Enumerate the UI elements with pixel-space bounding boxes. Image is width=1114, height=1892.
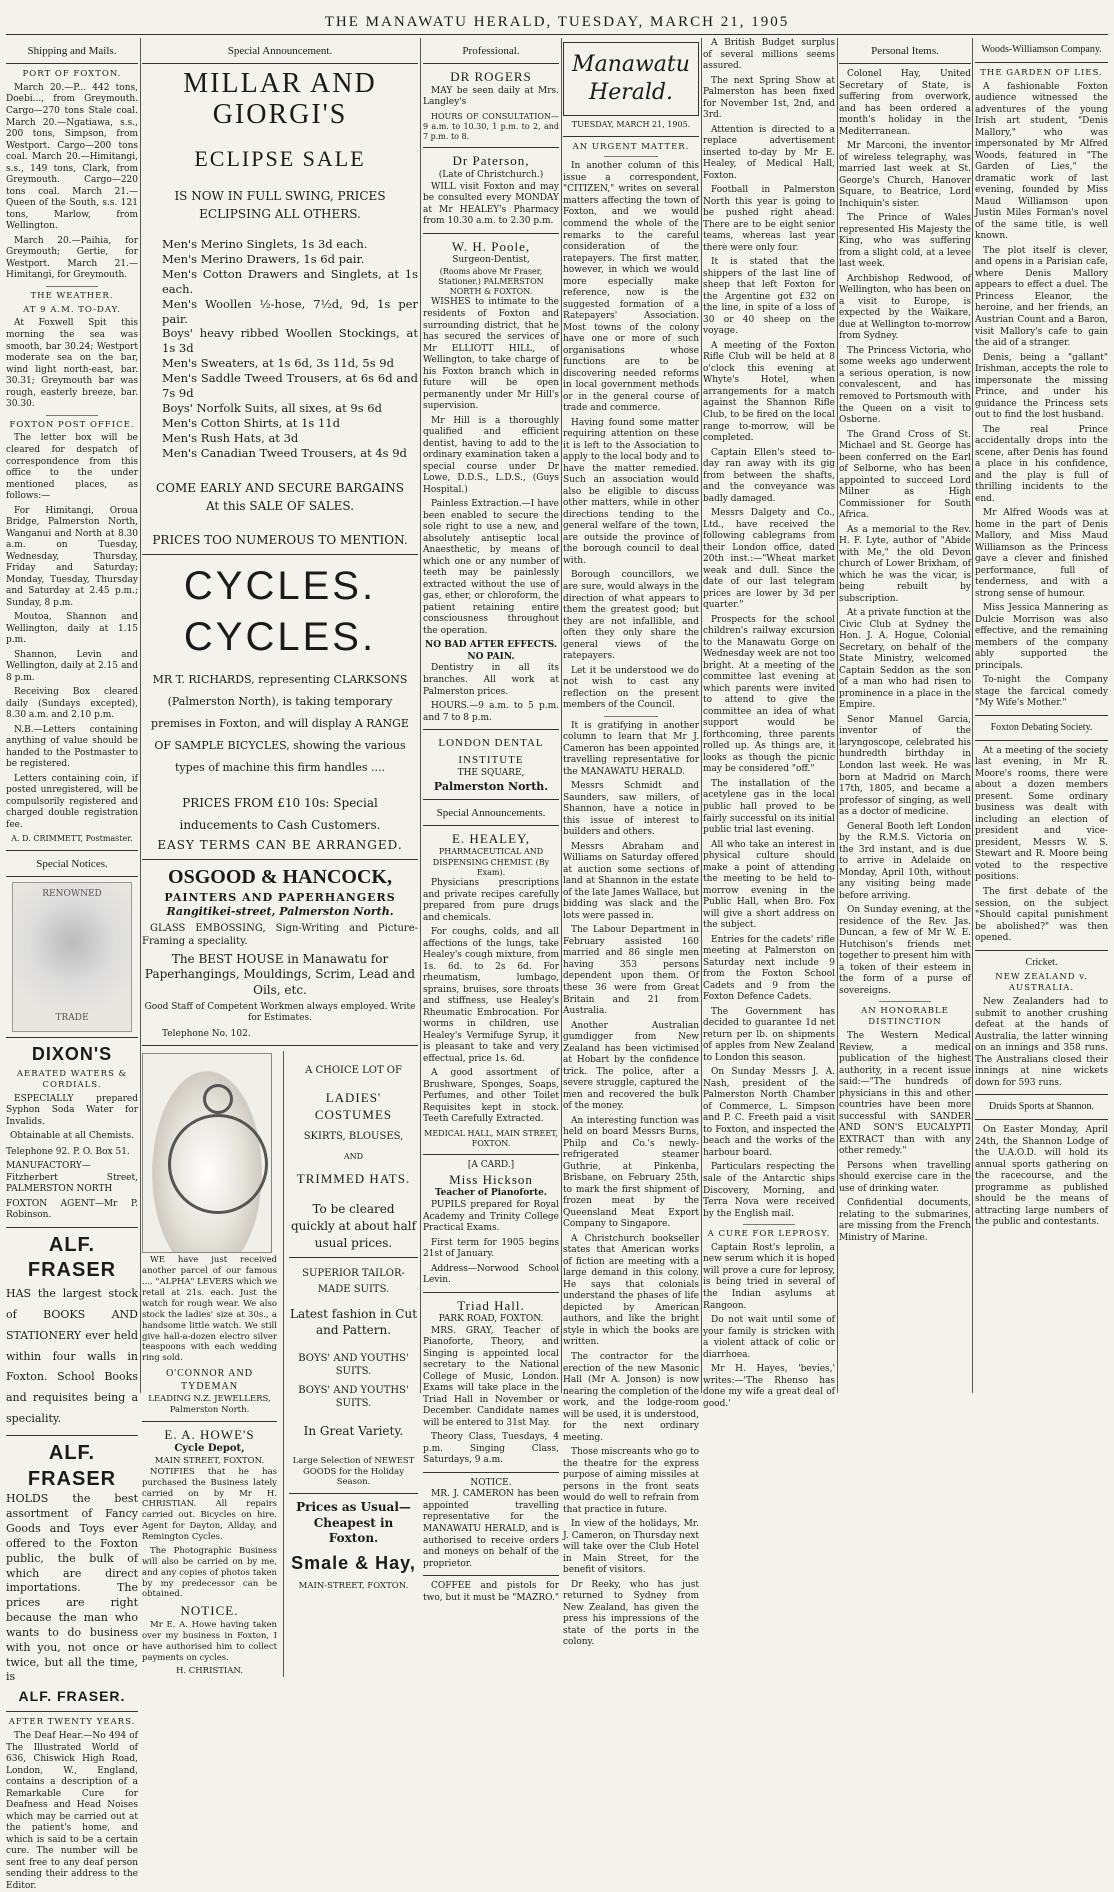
paragraph: A meeting of the Foxton Rifle Club will be held at 8 o'clock this evening at Whyte's Hotel, when arrangements for a match against the Shannon Rifle Club, to be fired on the local range to-morrow, will be completed.: [703, 340, 835, 444]
subheading: AFTER TWENTY YEARS.: [8, 1717, 136, 1728]
advert-subheading: PHARMACEUTICAL AND DISPENSING CHEMIST. (By Exam).: [432, 847, 550, 877]
divider: [423, 233, 559, 234]
paragraph: New Zealanders had to submit to another crushing defeat at the hands of Australia, the latter winning on an innings and 358 runs. The Australians closed their innings at nine wickets down for 593 runs.: [975, 997, 1108, 1088]
advert-headline: TRIMMED HATS.: [296, 1170, 411, 1186]
paragraph: Miss Jessica Mannering as Dulcie Morrison was also effective, and the remaining members of the company ably supported the principals.: [975, 603, 1108, 671]
paragraph: The letter box will be cleared for despatch of correspondence from this office to the under mentioned places, as follows:—: [6, 433, 138, 502]
divider: [975, 740, 1108, 741]
divider: [423, 825, 559, 826]
advert-text: EASY TERMS CAN BE ARRANGED.: [157, 838, 403, 853]
advert-line: FOXTON AGENT—Mr P. Robinson.: [6, 1198, 138, 1221]
divider: [6, 850, 138, 851]
divider: [423, 799, 559, 800]
divider: [142, 63, 418, 64]
advert-text: HOLDS the best assortment of Fancy Goods and Toys ever offered to the Foxton public, the bulk of which are direct importations. The prices are right because the man who wants to do business with you, not once or twice, but all the time, is: [6, 1492, 138, 1684]
advert-watch: [142, 1051, 277, 1677]
paragraph: N.B.—Letters containing anything of value should be handed to the Postmaster to be registered.: [6, 724, 138, 770]
paragraph: A fashionable Foxton audience witnessed the adventures of the young Irish art student, "Denis Mallory," who was impersonated by Mr Alfred Woods, featured in "The Garden of Lies," the dramatic work of last evening, founded by Miss Maud Williamson upon Justin Miles Forman's novel of the same title, is well known.: [975, 81, 1108, 242]
divider: [839, 63, 971, 64]
advert-text: NOTIFIES that he has purchased the Business lately carried on by Mr H. CHRISTIAN. All repairs carried out. Bicycles on hire. Agent for Dayton, Allday, and Remington Cycles.: [142, 1466, 277, 1543]
advert-name: ALF. FRASER: [27, 1233, 117, 1282]
advert-text: Theory Class, Tuesdays, 4 p.m. Singing Class, Saturdays, 9 a.m.: [423, 1432, 559, 1466]
paragraph: Senor Manuel Garcia, inventor of the laryngoscope, celebrated his hundredth birthday in London last week. He was born at Madrid on March 17th, 1805, and became a professor of singing, as well as a doctor of medicine.: [839, 714, 971, 818]
paragraph: Confidential documents, relating to the submarines, are missing from the French Ministry of Marine.: [839, 1198, 971, 1243]
divider: [423, 1154, 559, 1155]
paragraph: A Christchurch bookseller states that American works of fiction are meeting with a large demand in this colony. He says that colonials understand the phases of life depicted by American authors, and like the bright style in which the books are written.: [563, 1233, 699, 1348]
paragraph: Letters containing coin, if posted unregistered, will be compulsorily registered and charged double registration fee.: [6, 773, 138, 830]
advert-text: Telephone No. 102.: [162, 1028, 251, 1039]
signature: H. CHRISTIAN.: [175, 1666, 244, 1677]
paragraph: Those miscreants who go to the theatre for the express purpose of aiming missiles at persons in the front seats would do well to refrain from that practice in future.: [563, 1447, 699, 1515]
advert-text: SKIRTS, BLOUSES,: [303, 1131, 404, 1143]
price-item: Men's Canadian Tweed Trousers, at 4s 9d: [162, 445, 407, 460]
advert-address: MAIN-STREET, FOXTON.: [298, 1581, 409, 1592]
subheading: AERATED WATERS & CORDIALS.: [16, 1068, 128, 1090]
advert-text: IS NOW IN FULL SWING, PRICES ECLIPSING ALL OTHERS.: [174, 188, 386, 221]
divider: [604, 716, 658, 717]
advert-text: LEADING N.Z. JEWELLERS, Palmerston North.: [148, 1393, 271, 1415]
price-item: Men's Rush Hats, at 3d: [162, 431, 299, 446]
paragraph: Having found some matter requiring attention on these it is left to the Association to apply to the local body and to have the matter remedied. Such an association would also be eligible to discuss other matters, while in other directions tending to the general welfare of the town, are outside the province of the borough council to deal with.: [563, 417, 699, 566]
paragraph: Denis, being a "gallant" Irishman, accepts the role to impersonate the missing Prince, and under his guidance the Princess sets out to find the lost husband.: [975, 352, 1108, 421]
advert-text: First term for 1905 begins 21st of January.: [423, 1237, 559, 1260]
advert-name: ALF. FRASER: [27, 1442, 117, 1490]
price-item: Men's Cotton Drawers and Singlets, at 1s each.: [162, 266, 418, 296]
paragraph: A British Budget surplus of several millions seems assured.: [703, 38, 835, 72]
paragraph: The Labour Department in February assisted 160 married and 86 single men having 353 persons dependent upon them. Of these 36 were from Great Britain and 21 from Australia.: [563, 925, 699, 1017]
advert-text: Dentistry in all its branches. All work at Palmerston prices.: [423, 663, 559, 697]
paragraph: In view of the holidays, Mr. J. Cameron, on Thursday next will take over the Club Hotel in Main Street, for the benefit of visitors.: [563, 1519, 699, 1576]
paragraph: To-night the Company stage the farcical comedy "My Wife's Mother.": [975, 675, 1108, 709]
paragraph: Captain Rost's leprolin, a new serum which it is hoped will prove a cure for leprosy, is being tried in several of the Indian asylums at Rangoon.: [703, 1242, 835, 1311]
column-divider: [837, 38, 838, 1393]
advert-text: Address—Norwood School Levin.: [423, 1263, 559, 1286]
advert-text: BOYS' AND YOUTHS' SUITS.: [298, 1384, 409, 1409]
divider: [743, 1224, 796, 1225]
advert-text: HOURS.—9 a.m. to 5 p.m. and 7 to 8 p.m.: [423, 701, 559, 723]
advert-row: [142, 1051, 418, 1677]
advert-name: Triad Hall.: [457, 1297, 525, 1313]
divider: [975, 62, 1108, 63]
price-item: Men's Saddle Tweed Trousers, at 6s 6d and 7s 9d: [162, 371, 418, 401]
advert-text: [A CARD.]: [467, 1160, 515, 1171]
advert-name: Smale & Hay,: [291, 1553, 416, 1574]
column-divider: [561, 38, 562, 1393]
paragraph: Shannon, Levin and Wellington, daily at 2.15 and 8 p.m.: [6, 649, 138, 683]
advert-headline: ECLIPSE SALE: [194, 145, 366, 171]
paragraph: The first debate of the session, on the subject "Should capital punishment be abolished?" was then opened.: [975, 886, 1108, 944]
paragraph: Messrs Dalgety and Co., Ltd., have received the following cablegrams from their London office, dated 20th inst.:—"Wheat market weak and dull. Since the date of our last telegram prices are lower by 3d per quarter.": [703, 508, 835, 611]
advert-headline: LADIES' COSTUMES: [314, 1090, 393, 1122]
subheading: AT 9 A.M. TO-DAY.: [23, 304, 121, 315]
advert-text: Good Staff of Competent Workmen always employed. Write for Estimates.: [144, 1001, 416, 1024]
stamp-text: TRADE: [55, 1013, 89, 1024]
paragraph: Mr Alfred Woods was at home in the part of Denis Mallory, and Miss Maud Williamson as the Princess gave a clever and finished performance, full of tenderness, and with a strong sense of humour.: [975, 508, 1108, 599]
paragraph: The plot itself is clever, and opens in a Parisian cafe, where Denis Mallory appears to effect a duel. The Princess Eleanor, the heroine, and her friends, an Austrian Count and a Baron, visit Mallory's cafe to gain the aid of a stranger.: [975, 245, 1108, 349]
advert-text: BOYS' AND YOUTHS' SUITS.: [298, 1353, 409, 1377]
watch-bow: [203, 1084, 233, 1114]
newspaper-flag: Manawatu Herald.: [563, 42, 699, 116]
watch-face: [168, 1114, 268, 1214]
signature: A. D. CRIMMETT, Postmaster.: [11, 834, 133, 844]
divider: [423, 1472, 559, 1473]
advert-text: At this SALE OF SALES.: [205, 498, 355, 513]
section-title: Special Announcements.: [436, 806, 546, 819]
advert-text: Painless Extraction.—I have been enabled to secure the sole right to use a new, and absolutely antiseptic local Anaesthetic, by means of which one or any number of teeth may be painlessly extracted without the use of gas, ether, or chloroform, the patient retaining entire consciousness throughout the operation.: [423, 499, 559, 636]
advert-text: Cheapest in Foxton.: [313, 1515, 394, 1545]
paragraph: Dr Reeky, who has just returned to Sydney from New Zealand, has given the press his impressions of the state of the ports in the colony.: [563, 1579, 699, 1648]
advert-name: W. H. Poole,: [451, 238, 531, 254]
advert-text: SUPERIOR TAILOR-MADE SUITS.: [302, 1267, 405, 1295]
advert-text: A good assortment of Brushware, Sponges, Soaps, Perfumes, and other Toilet Requisites kept in stock. Teeth Carefully Extracted.: [423, 1068, 559, 1125]
paragraph: Mr H. Hayes, 'bevies,' writes:—'The Rhenso has done my wife a great deal of good.': [703, 1364, 835, 1409]
header-rule: [6, 34, 1108, 35]
divider: [46, 415, 99, 416]
article-title: A CURE FOR LEPROSY.: [707, 1229, 831, 1240]
notice-title: NOTICE.: [470, 1477, 512, 1488]
paragraph: At Foxwell Spit this morning the sea was smooth, bar 30.24; Westport moderate sea on the bar, wind light north-east, bar. 30.31; Greymouth bar was rough, easterly breeze, bar. 30.30.: [6, 318, 138, 410]
advert-name: E. HEALEY,: [451, 830, 530, 846]
advert-text: Prices as Usual—: [296, 1500, 411, 1515]
divider: [423, 63, 559, 64]
section-title: Druids Sports at Shannon.: [989, 1101, 1094, 1113]
advert-address: (Rooms above Mr Fraser, Stationer.) PALMERSTON NORTH & FOXTON.: [438, 266, 544, 297]
divider: [604, 156, 658, 157]
divider: [6, 1711, 138, 1712]
price-item: Men's Merino Drawers, 1s 6d pair.: [162, 251, 365, 266]
pocket-watch-image: [142, 1053, 272, 1253]
advert-text: PRICES FROM £10 10s: Special inducements to Cash Customers.: [179, 796, 381, 832]
price-list: [142, 237, 418, 461]
paragraph: It is gratifying in another column to learn that Mr J. Cameron has been appointed travelling representative for the MANAWATU HERALD.: [563, 720, 699, 777]
divider: [423, 729, 559, 730]
paragraph: On Sunday evening, at the residence of the Rev. Jas. Duncan, a few of Mr W. E. Hutchison's friends met together to present him with a token of their esteem in the form of a purse of sovereigns.: [839, 905, 971, 996]
section-title: Professional.: [462, 45, 520, 57]
divider: [975, 715, 1108, 716]
advert-subheading: Cycle Depot,: [174, 1443, 245, 1455]
column-personal: [839, 38, 971, 1393]
trademark-stamp-image: [12, 882, 132, 1032]
advert-costumes: [283, 1051, 418, 1677]
paragraph: Colonel Hay, United Secretary of State, is suffering from overwork, and has been ordered a month's holiday in the Mediterranean.: [839, 69, 971, 137]
paragraph: Football in Palmerston North this year is going to be pushed right ahead. There are to be eight senior teams, whereas last year there were only four.: [703, 185, 835, 253]
paragraph: The installation of the acetylene gas in the local public hall proved to be fairly successful on its initial public trial last evening.: [703, 778, 835, 836]
paragraph: Let it be understood we do not wish to cast any reflection on the present members of the Council.: [563, 665, 699, 711]
advert-text: Physicians prescriptions and private recipes carefully prepared from pure drugs and chemicals.: [423, 878, 559, 923]
advert-text: For coughs, colds, and all affections of the lungs, take Healey's cough mixture, from 1s. 6d. to 2s 6d. For rheumatism, lumbago, sprains, bruises, sore throats and stiffness, use Healey's Rheumatic Embrocation. For worms in children, use Healey's Vermifuge Syrup, it is pleasant to take and very effectual, price 1s. 6d.: [423, 927, 559, 1064]
column-shipping: [6, 38, 138, 1891]
paragraph: Particulars respecting the sale of the Antarctic ships Discovery, Morning, and Terra Nova were received by the English mail.: [703, 1162, 835, 1219]
paragraph: On Sunday Messrs J. A. Nash, president of the Palmerston North Chamber of Commerce, L. Simpson and P. C. Freeth paid a visit to Foxton, and inspected the beach and the works of the harbour board.: [703, 1067, 835, 1158]
advert-text: AND: [343, 1152, 364, 1162]
advert-name: LONDON DENTAL INSTITUTE: [438, 737, 544, 766]
advert-text: Mr Hill is a thoroughly qualified and efficient dentist, having to add to the ordinary examination taken a special course under Dr Lowe, D.D.S., L.D.S., (Guys Hospital.): [423, 415, 559, 495]
advert-line: Obtainable at all Chemists.: [10, 1131, 134, 1142]
paragraph: Messrs Schmidt and Saunders, saw millers, of Shannon, have a notice in this issue of interest to builders and others.: [563, 781, 699, 838]
column-professional: [423, 38, 559, 1603]
paragraph: It is stated that the shippers of the last line of sheep that left Foxton for the Argentine got £32 on the line, in spite of a loss of 30 or 40 sheep on the voyage.: [703, 257, 835, 337]
advert-text: HOURS OF CONSULTATION—9 a.m. to 10.30, 1 p.m. to 2, and 7 p.m. to 8.: [423, 111, 559, 142]
paragraph: The Grand Cross of St. Michael and St. George has been conferred on the Earl of Selborne, who has been appointed to succeed Lord Milner as High Commissioner for South Africa.: [839, 429, 971, 521]
price-item: Men's Cotton Shirts, at 1s 11d: [162, 416, 340, 431]
divider: [975, 1094, 1108, 1095]
advert-subheading: Teacher of Pianoforte.: [434, 1188, 548, 1199]
divider: [142, 1045, 418, 1046]
divider: [6, 1037, 138, 1038]
advert-subheading: (Late of Christchurch.): [438, 170, 544, 181]
divider: [423, 1292, 559, 1293]
paragraph: An interesting function was held on board Messrs Burns, Philp and Co.'s newly-refrigerated steamer Guthrie, at Pinkenba, Brisbane, on February 25th, to mark the first shipment of frozen meat by the Queensland Meat Export Company to Singapore.: [563, 1115, 699, 1230]
section-title: Special Notices.: [36, 857, 108, 870]
advert-name: Dr Paterson,: [452, 153, 530, 169]
paragraph: On Easter Monday, April 24th, the Shannon Lodge of the U.A.O.D. will hold its annual sports gathering on the racecourse, and the programme as published should be the means of attracting large numbers of the public and contestants.: [975, 1125, 1108, 1228]
section-title: Woods-Williamson Company.: [981, 44, 1102, 55]
paragraph: The Government has decided to guarantee 1d net return per lb. on shipments of apples from New Zealand to London this season.: [703, 1006, 835, 1063]
advert-name: Miss Hickson: [449, 1171, 533, 1187]
advert-text: MRS. GRAY, Teacher of Pianoforte, Theory, and Singing is appointed local secretary to the National College of Music, London. Exams will take place in the Triad Hall in November or December. Candidate names will be entered to 31st May.: [423, 1325, 559, 1428]
column-editorial: [563, 38, 699, 1648]
subheading: PORT OF FOXTON.: [22, 69, 122, 80]
paragraph: ESPECIALLY prepared Syphon Soda Water for Invalids.: [6, 1093, 138, 1127]
advert-text: In Great Variety.: [303, 1424, 404, 1439]
paragraph: Messrs Abraham and Williams on Saturday offered at auction some sections of land at Shannon in the estate of the late James Wallace, but bidding was slack and the lots were passed in.: [563, 841, 699, 921]
paragraph: March 20.—Paihia, for Greymouth; Gertie, for Westport. March 21.—Himitangi, for Greymouth.: [6, 235, 138, 281]
paragraph: In another column of this issue a correspondent, "CITIZEN," writes on several matters affecting the town of Foxton, and we would commend the whole of the remarks to the careful consideration of the ratepayers. The first matter, however, in which we would more especially make reference, now is the suggested formation of a Ratepayers' Association. Most towns of the colony have one or more of such organisations whose functions are to be discovering needed reforms in local government methods or in the general course of trade and commerce.: [563, 161, 699, 414]
article-title: THE GARDEN OF LIES.: [980, 67, 1103, 78]
column-divider: [140, 38, 141, 1393]
price-item: Men's Merino Singlets, 1s 3d each.: [162, 236, 368, 251]
section-title: Cricket.: [1025, 956, 1058, 968]
advert-text: The Photographic Business will also be carried on by me, and any copies of photos taken by my predecessor can be obtained.: [142, 1545, 277, 1600]
advert-address: THE SQUARE,: [457, 768, 525, 779]
advert-text: WE have just received another parcel of our famous .... "ALPHA" LEVERS which we retail at 21s. each. Just the watch for rough wear. We also stock the ladies' size at 30s., a handsome little watch. We still give hall-a-dozen electro silver teaspoons with each wedding ring sold.: [142, 1255, 277, 1364]
paragraph: All who take an interest in physical culture should make a point of attending the meeting to be held to-morrow evening in the Public Hall, when Bro. Fox will give a short address on the subject.: [703, 839, 835, 931]
advert-text: MR. J. CAMERON has been appointed travelling representative for the MANAWATU HERALD, and is authorised to receive orders and moneys on behalf of the proprietor.: [423, 1489, 559, 1569]
advert-text: MAY be seen daily at Mrs. Langley's: [423, 85, 559, 108]
price-item: Boys' Norfolk Suits, all sixes, at 9s 6d: [162, 401, 382, 416]
advert-text: To be cleared quickly at about half usual prices.: [290, 1202, 417, 1250]
divider: [975, 950, 1108, 951]
price-item: Boys' heavy ribbed Woollen Stockings, at 1s 3d: [162, 326, 418, 356]
paragraph: Mr Marconi, the inventor of wireless telegraphy, was married last week at St. George's Church, Hanover Square, to Beatrice, Lord Inchiquin's sister.: [839, 141, 971, 209]
advert-name: DIXON'S: [31, 1043, 113, 1064]
paragraph: March 20.—P... 442 tons, Doebi..., from Greymouth. Cargo—270 tons Stale coal. March 20.—Ngatiawa, s.s., 200 tons, Simpson, from Westport. Cargo—200 tons coal. March 20.—Himitangi, s.s., 149 tons, Clark, from Greymouth. Cargo—220 tons coal. March 21.—Queen of the South, s.s. 121 tons, Marlow, from Wellington.: [6, 82, 138, 232]
paragraph: Receiving Box cleared daily (Sundays excepted), 8.30 a.m. and 2.10 p.m.: [6, 687, 138, 721]
paragraph: The Princess Victoria, who some weeks ago underwent a serious operation, is now convalescent, and has removed to Portsmouth with the Queen on a visit to Osborne.: [839, 345, 971, 426]
advert-line: Telephone 92. P. O. Box 51.: [6, 1146, 130, 1157]
advert-text: PRICES TOO NUMEROUS TO MENTION.: [152, 532, 408, 547]
paragraph: As a memorial to the Rev. H. F. Lyte, author of "Abide with Me," the old Devon church of Lower Brixham, of which he was the vicar, is being rebuilt by subscription.: [839, 524, 971, 604]
divider: [289, 1493, 418, 1494]
price-item: Men's Woollen ½-hose, 7½d, 9d, 1s per pair.: [162, 296, 418, 326]
advert-name: O'CONNOR AND TYDEMAN: [166, 1368, 253, 1392]
advert-text: WISHES to intimate to the residents of Foxton and surrounding district, that he has secured the services of Mr ELLIOTT HILL, of Wellington, to take charge of his Foxton branch which in future will be open permanently under Mr Hill's supervision.: [423, 297, 559, 412]
subheading: THE WEATHER.: [30, 290, 114, 301]
paragraph: General Booth left London by the R.M.S. Victoria on the 3rd instant, and is due to arrive in Adelaide on Monday, April 10th, without any visiting being made before arriving.: [839, 821, 971, 901]
divider: [6, 1227, 138, 1228]
divider: [142, 554, 418, 555]
advert-text: COFFEE and pistols for two, but it must be "MAZRO.": [423, 1581, 559, 1603]
advert-text: COME EARLY AND SECURE BARGAINS: [156, 480, 404, 495]
advert-text: PUPILS prepared for Royal Academy and Trinity College Practical Exams.: [423, 1200, 559, 1234]
paragraph: For Himitangi, Oroua Bridge, Palmerston North, Wanganui and North at 8.30 a.m. on Tuesday, Wednesday, Thursday, Friday and Saturday; Monday, Tuesday, Thursday and Saturday at 2.45 p.m.; Sunday, 8 p.m.: [6, 505, 138, 608]
paragraph: Do not wait until some of your family is stricken with a violent attack of colic or diarrhoea.: [703, 1315, 835, 1360]
paragraph: The real Prince accidentally drops into the scene, after Denis has found a place in his confidence, and the play is full of thrilling incidents to the end.: [975, 424, 1108, 504]
paragraph: The Western Medical Review, a medical publication of the highest authority, in a recent issue said:—"The hundreds of physicians in this and other countries have been more successful with SANDER AND SON'S EUCALYPTI EXTRACT than with any other remedy.": [839, 1031, 971, 1157]
advert-text: Latest fashion in Cut and Pattern.: [289, 1306, 418, 1338]
column-divider: [420, 38, 421, 1393]
paragraph: The next Spring Show at Palmerston has been fixed for November 1st, 2nd, and 3rd.: [703, 75, 835, 121]
section-title: Special Announcement.: [227, 45, 333, 57]
section-title: Foxton Debating Society.: [990, 722, 1093, 733]
advert-address: Palmerston North.: [433, 779, 549, 793]
paragraph: The contractor for the erection of the new Masonic Hall (Mr A. Jonson) is now nearing the completion of the work, and the lodge-room will be used, it is understood, for the next ordinary meeting.: [563, 1351, 699, 1443]
advert-address: PARK ROAD, FOXTON.: [438, 1314, 544, 1325]
section-title: Shipping and Mails.: [27, 45, 117, 57]
paragraph: Captain Ellen's steed to-day ran away with its gig from between the shafts, and the conveyance was badly damaged.: [703, 447, 835, 504]
paragraph: Persons when travelling should exercise care in the use of drinking water.: [839, 1160, 971, 1194]
paragraph: Borough councillors, we are sure, would always in the direction of what appears to them the greatest good; but they are not infallible, and often they only share the general views of the ratepayers.: [563, 570, 699, 662]
advert-text: WILL visit Foxton and may be consulted every MONDAY at Mr HEALEY's Pharmacy from 10.30 a.m. to 2.30 p.m.: [423, 181, 559, 227]
advert-text: HAS the largest stock of BOOKS AND STATIONERY ever held within four walls in Foxton. School Books and requisites being a speciality.: [6, 1286, 138, 1426]
divider: [879, 1001, 932, 1002]
article-title: AN HONORABLE DISTINCTION: [861, 1006, 949, 1028]
price-item: Men's Sweaters, at 1s 6d, 3s 11d, 5s 9d: [162, 356, 394, 371]
advert-text: Large Selection of NEWEST GOODS for the Holiday Season.: [292, 1455, 415, 1488]
advert-address: MEDICAL HALL, MAIN STREET, FOXTON.: [424, 1128, 558, 1149]
advert-signature: ALF. FRASER.: [18, 1688, 126, 1705]
advert-headline: CYCLES. CYCLES.: [183, 563, 377, 660]
issue-date: TUESDAY, MARCH 21, 1905.: [571, 120, 691, 130]
divider: [142, 1421, 277, 1422]
advert-text: MR T. RICHARDS, representing CLARKSONS (Palmerston North), is taking temporary premises in Foxton, and will display A RANGE OF SAMPLE BICYCLES, showing the various types of machine this firm handles ....: [151, 673, 409, 775]
advert-subheading: Surgeon-Dentist,: [452, 255, 530, 266]
paragraph: Prospects for the school children's railway excursion to the Manawatu Gorge on Wednesday week are not too bright. At a meeting of the committee last evening at which parents were invited to attend to give the committee an idea of what support would be forthcoming, three parents rolled up. As things are, it looks as though the picnic may be considered "off.": [703, 614, 835, 775]
paragraph: At a meeting of the society last evening, in Mr R. Moore's rooms, there were about a dozen members present. Some ordinary business was dealt with including an election of president and vice-president, Messrs W. S. Stewart and R. Moore being voted to the respective positions.: [975, 745, 1108, 883]
column-divider: [972, 38, 973, 1393]
paragraph: Archbishop Redwood, of Wellington, who has been on a visit to Europe, is expected by the Waikare, due at Wellington to-morrow from Sydney.: [839, 273, 971, 342]
advert-text: A CHOICE LOT OF: [305, 1065, 402, 1077]
column-advertisements: [142, 38, 418, 1677]
advert-text: The BEST HOUSE in Manawatu for Paperhangings, Mouldings, Scrim, Lead and Oils, etc.: [144, 951, 416, 997]
divider: [6, 1435, 138, 1436]
advert-headline: MILLAR AND GIORGI'S: [183, 68, 377, 130]
advert-name: DR ROGERS: [450, 69, 532, 85]
advert-line: MANUFACTORY—Fitzherbert Street, PALMERSTON NORTH: [6, 1161, 138, 1195]
paragraph: Another Australian gumdigger from New Zealand has been victimised at Hobart by the confidence trick. The police, after a severe struggle, captured the men and recovered the bulk of the money.: [563, 1020, 699, 1112]
paragraph: Entries for the cadets' rifle meeting at Palmerston on Saturday next include 9 from the Foxton School Cadets and 9 from the Foxton Defence Cadets.: [703, 934, 835, 1003]
newspaper-title: THE MANAWATU HERALD, TUESDAY, MARCH 21, 1905: [324, 14, 790, 30]
advert-address: MAIN STREET, FOXTON.: [154, 1455, 265, 1466]
divider: [423, 147, 559, 148]
paragraph: Moutoa, Shannon and Wellington, daily at 1.15 p.m.: [6, 612, 138, 646]
divider: [142, 859, 418, 860]
column-entertainment: [975, 38, 1108, 1393]
advert-subheading: PAINTERS AND PAPERHANGERS: [164, 891, 396, 905]
divider: [6, 63, 138, 64]
column-divider: [701, 38, 702, 1393]
divider: [423, 1575, 559, 1576]
advert-text: NO BAD AFTER EFFECTS. NO PAIN.: [425, 640, 557, 662]
column-local-news: [703, 38, 835, 1409]
paragraph: At a private function at the Civic Club at Sydney the Hon. J. A. Hogue, Colonial Secretary, on behalf of the State Ministry, welcomed Captain Seddon as the son of a man who had risen to prominence in a place in the Empire.: [839, 608, 971, 711]
subheading: FOXTON POST OFFICE.: [9, 419, 135, 430]
divider: [563, 136, 699, 137]
article-title: AN URGENT MATTER.: [572, 141, 690, 152]
notice-title: NOTICE.: [180, 1603, 239, 1619]
divider: [289, 1257, 418, 1258]
advert-address: Rangitikei-street, Palmerston North.: [166, 905, 394, 919]
paragraph: Attention is directed to a replace advertisement inserted to-day by Mr E. Healey, of Medical Hall, Foxton.: [703, 124, 835, 181]
divider: [46, 286, 99, 287]
paragraph: The Deaf Hear.—No 494 of The Illustrated World of 636, Chiswick High Road, London, W., England, contains a description of a Remarkable Cure for Deafness and Head Noises which may be carried out at the patient's home, and which is said to be a certain cure. The number will be sent free to any deaf person sending their address to the Editor.: [6, 1731, 138, 1891]
divider: [975, 1119, 1108, 1120]
section-title: Personal Items.: [871, 45, 939, 57]
advert-text: Mr E. A. Howe having taken over my business in Foxton, I have authorised him to collect payments on cycles.: [142, 1619, 277, 1663]
stamp-text: RENOWNED: [42, 888, 102, 899]
advert-text: GLASS EMBOSSING, Sign-Writing and Picture-Framing a speciality.: [142, 923, 418, 947]
divider: [6, 876, 138, 877]
page-header: [0, 0, 1114, 36]
article-title: NEW ZEALAND v. AUSTRALIA.: [995, 972, 1088, 994]
paragraph: The Prince of Wales represented His Majesty the King, who was suffering from a slight cold, at a levee last week.: [839, 213, 971, 270]
advert-name: E. A. HOWE'S: [164, 1426, 255, 1442]
advert-headline: OSGOOD & HANCOCK,: [168, 866, 392, 889]
